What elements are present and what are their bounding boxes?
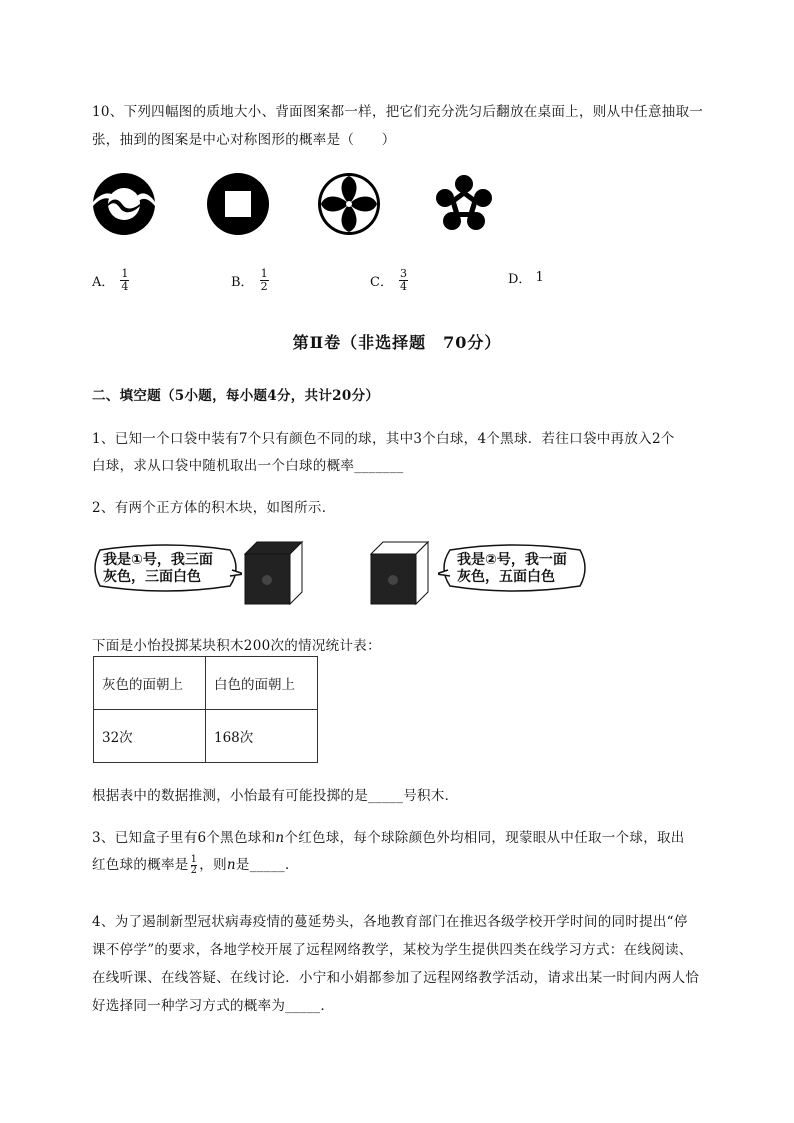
bubble1-line1: 我是①号，我三面 [103, 552, 213, 568]
option-c[interactable]: C． $\frac{3}{4}$ [370, 267, 407, 293]
q1-line2: 白球，求从口袋中随机取出一个白球的概率_______ [92, 458, 404, 474]
q3-line2: 红色球的概率是 $\frac{1}{2}$ ，则n是_____． [92, 854, 299, 876]
part2-heading: 二、填空题（5小题，每小题4分，共计20分） [92, 388, 380, 404]
q2-table-intro: 下面是小怡投掷某块积木200次的情况统计表： [92, 638, 381, 654]
q10-figures [92, 172, 542, 240]
table-row [94, 657, 318, 710]
four-petal-flower-icon [317, 172, 381, 236]
q3-line1: 3、已知盒子里有6个黑色球和n个红色球，每个球除颜色外均相同，现蒙眼从中任取一个球，取出 [92, 830, 685, 846]
option-b[interactable]: B． $\frac{1}{2}$ [231, 267, 268, 293]
table-header: 白色的面朝上 [206, 657, 318, 710]
section-title: 第Ⅱ卷（非选择题 70分） [292, 333, 502, 352]
q4-line4: 好选择同一种学习方式的概率为_____． [92, 998, 335, 1014]
coin-square-hole-icon [206, 172, 270, 236]
bubble2-line1: 我是②号，我一面 [457, 552, 567, 568]
table-row [94, 710, 318, 763]
stats-table [93, 656, 318, 763]
option-a[interactable]: A． $\frac{1}{4}$ [92, 267, 129, 293]
q4-line2: 课不停学”的要求，各地学校开展了远程网络教学，某校为学生提供四类在线学习方式：在线阅读、 [92, 942, 693, 958]
table-cell: 168次 [206, 710, 318, 763]
q4-line1: 4、为了遏制新型冠状病毒疫情的蔓延势头，各地教育部门在推迟各级学校开学时间的同时提出“停 [92, 914, 688, 930]
cube-2-icon [370, 540, 430, 606]
yin-yang-wave-icon [92, 172, 156, 236]
option-d[interactable]: D． 1 [508, 270, 544, 287]
q10-stem-line1: 10、下列四幅图的质地大小、背面图案都一样，把它们充分洗匀后翻放在桌面上，则从中任意抽取一 [92, 104, 704, 120]
bubble1-line2: 灰色，三面白色 [103, 569, 201, 585]
q2-line1: 2、有两个正方体的积木块，如图所示． [92, 500, 336, 516]
cube-1-icon [244, 540, 304, 606]
q1-line1: 1、已知一个口袋中装有7个只有颜色不同的球，其中3个白球，4个黑球．若往口袋中再放入2个 [92, 431, 675, 447]
table-header: 灰色的面朝上 [94, 657, 206, 710]
pentagon-flower-icon [432, 172, 496, 236]
q10-stem-line2: 张，抽到的图案是中心对称图形的概率是（ ） [92, 132, 396, 148]
q4-line3: 在线听课、在线答疑、在线讨论．小宁和小娟都参加了远程网络教学活动，请求出某一时间内两人恰 [92, 970, 700, 986]
bubble2-line2: 灰色，五面白色 [457, 569, 555, 585]
cube-illustration [92, 540, 592, 610]
table-cell: 32次 [94, 710, 206, 763]
q2-conclusion: 根据表中的数据推测，小怡最有可能投掷的是_____号积木． [92, 788, 459, 804]
